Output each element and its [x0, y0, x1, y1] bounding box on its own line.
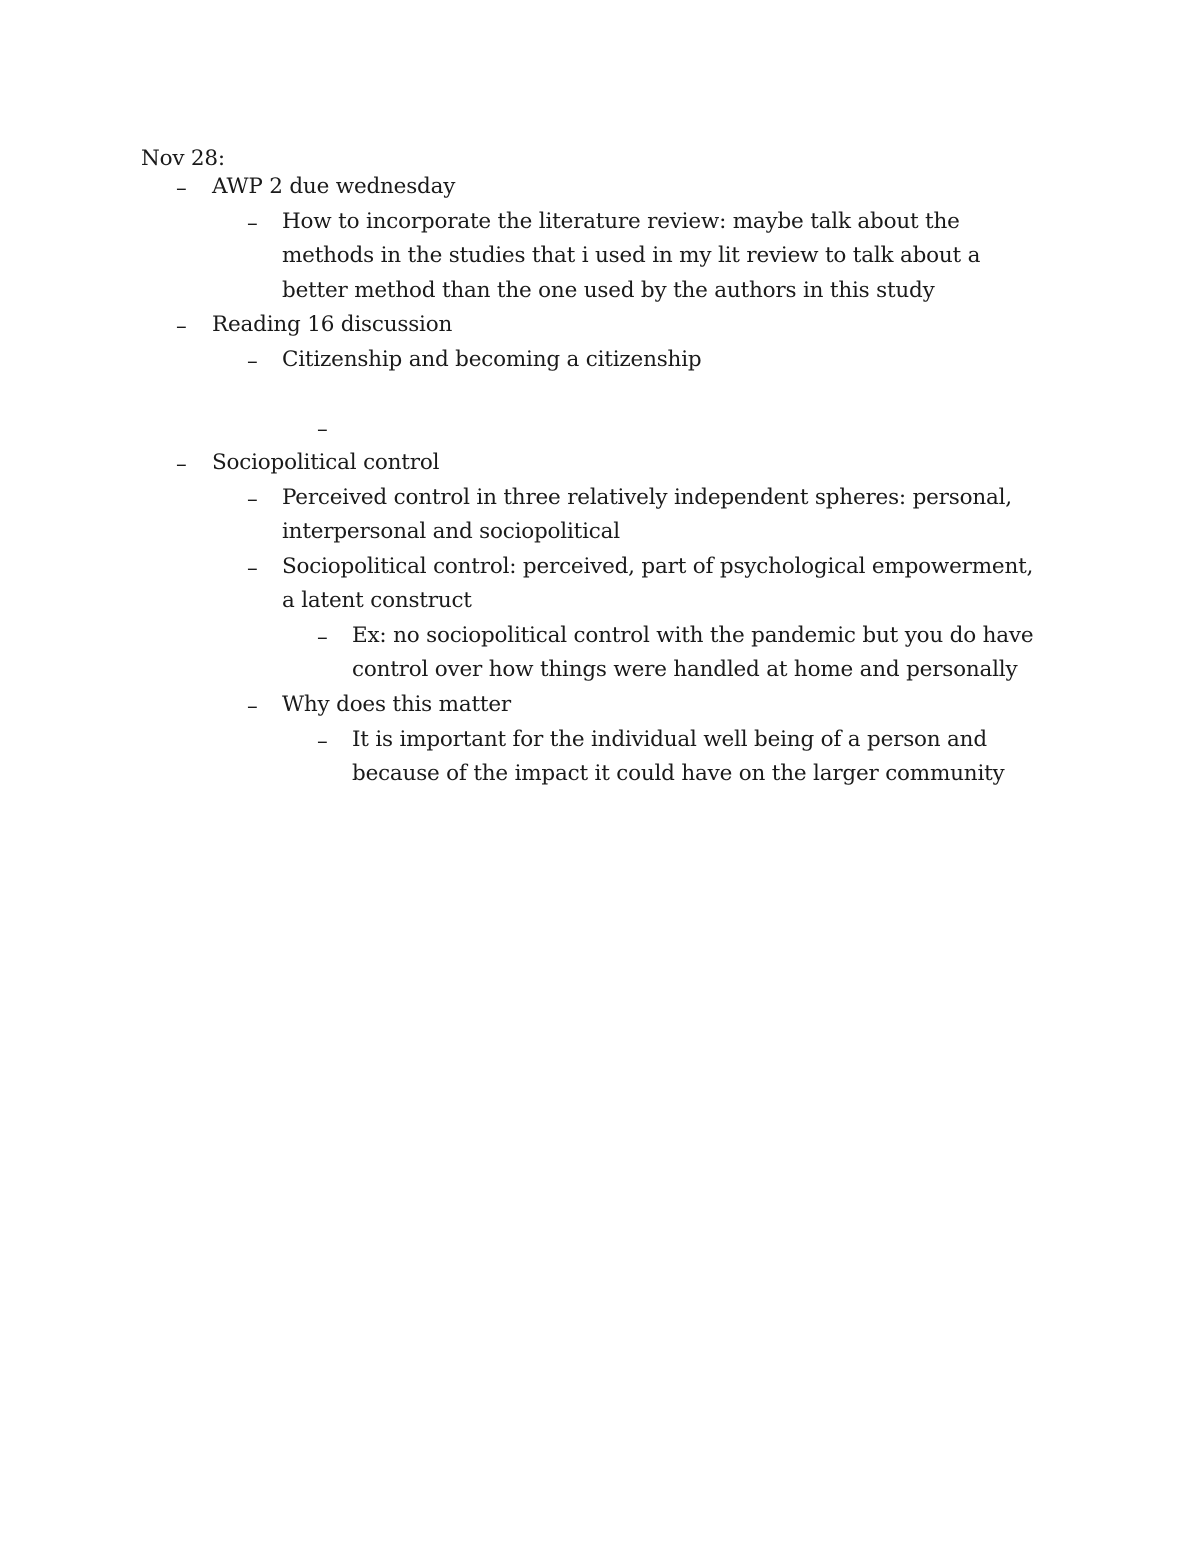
list-item-line: It is important for the individual well being of a person and	[352, 727, 987, 752]
list-item-line: interpersonal and sociopolitical	[282, 519, 620, 544]
list-item-line: because of the impact it could have on the larger community	[352, 761, 1005, 786]
list-item-line: How to incorporate the literature review: maybe talk about the	[282, 209, 960, 234]
empty-bullet-dash: –	[317, 417, 328, 442]
bullet-dash: –	[247, 556, 258, 581]
list-item: AWP 2 due wednesday	[212, 174, 456, 199]
list-item-line: Ex: no sociopolitical control with the pandemic but you do have	[352, 623, 1034, 648]
list-item: Reading 16 discussion	[212, 312, 453, 337]
list-item: Sociopolitical control	[212, 450, 440, 475]
bullet-dash: –	[247, 349, 258, 374]
list-item-line: better method than the one used by the authors in this study	[282, 278, 935, 303]
bullet-dash: –	[317, 625, 328, 650]
bullet-dash: –	[176, 452, 187, 477]
bullet-dash: –	[176, 176, 187, 201]
bullet-dash: –	[317, 729, 328, 754]
list-item-line: Perceived control in three relatively independent spheres: personal,	[282, 485, 1012, 510]
list-item-line: Why does this matter	[282, 692, 511, 717]
bullet-dash: –	[247, 487, 258, 512]
list-item-line: control over how things were handled at home and personally	[352, 657, 1018, 682]
page-heading: Nov 28:	[141, 146, 225, 171]
list-item-line: Sociopolitical control: perceived, part of psychological empowerment,	[282, 554, 1034, 579]
bullet-dash: –	[176, 314, 187, 339]
bullet-dash: –	[247, 211, 258, 236]
bullet-dash: –	[247, 694, 258, 719]
list-item-line: methods in the studies that i used in my lit review to talk about a	[282, 243, 981, 268]
list-item-line: a latent construct	[282, 588, 472, 613]
list-item-line: Citizenship and becoming a citizenship	[282, 347, 702, 372]
